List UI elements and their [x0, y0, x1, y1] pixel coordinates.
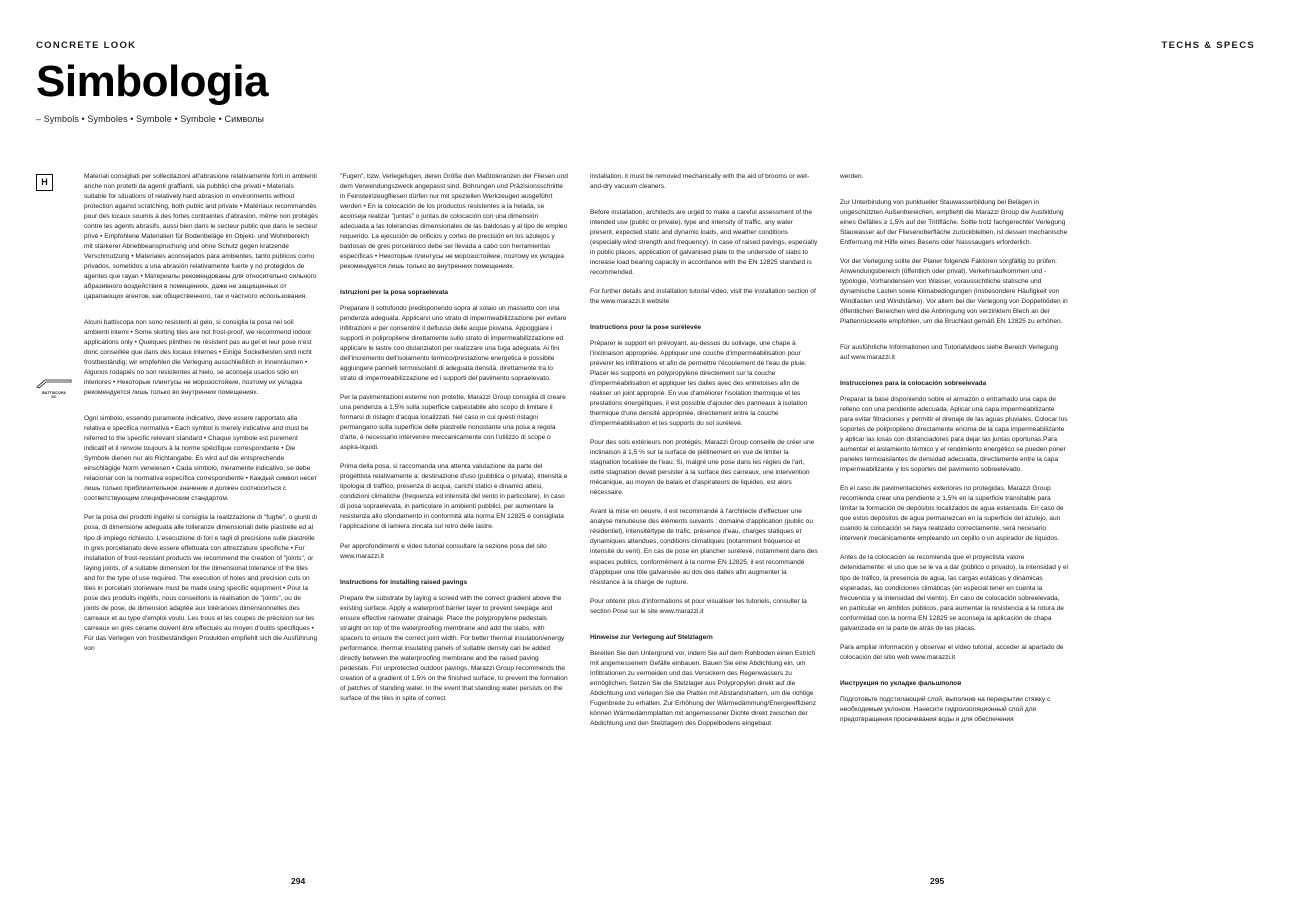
paragraph: werden. — [840, 173, 864, 180]
column-1 — [36, 172, 318, 729]
section-heading: Instrucciones para la colocación sobreelevada — [840, 380, 987, 388]
hardness-icon: H — [36, 174, 53, 191]
section-heading: Instructions for installing raised pavings — [340, 578, 468, 586]
paragraph: En el caso de pavimentaciones exteriores no protegidas, Marazzi Group recomienda crear una pendiente ≥ 1,5% en la superficie transitable para limitar la formación de depósitos localizados de agua estancada. En caso de que estos depósitos de agua permanezcan en la superficie del azulejo, aun cuando la colocación se haya realizado correctamente, será necesario intervenir mecánicamente empleando un cepillo o un aspirador de líquidos. — [840, 485, 1064, 543]
column-1-body — [84, 172, 318, 729]
eyebrow-label: CONCRETE LOOK — [36, 40, 137, 51]
paragraph: Подготовьте подстилающий слой, выполнив на перекрытии стяжку с необходимым уклоном. Нанесите гидроизоляционный слой для предотвращения просачивания воды и для обеспечения — [840, 695, 1051, 723]
paragraph: Prima della posa, si raccomanda una attenta valutazione da parte del progettista relativamente a: destinazione d'uso (pubblica o privata), intensità e tipologia di traffico, presenza di acqua, carichi statici e dinamici attesi, condizioni climatiche (frequenza ed intensità del vento in particolare). In caso di posa sopraelevata, in particolare in ambienti pubblici, per aumentare la resistenza allo sfondamento in conformità alla norma EN 12825 è consigliata l'applicazione di lamiera zincata sul retro delle lastre. — [340, 463, 568, 531]
paragraph: Bereiten Sie den Untergrund vor, indem Sie auf dem Rohboden einen Estrich mit angemessenem Gefälle einbauen. Bauen Sie eine Abdichtung ein, um Infiltrationen zu vermeiden und das Versickern des Regenwassers zu ermöglichen. Setzen Sie die Stelzlager aus Polypropylen direkt auf die Abdichtung und verlegen Sie die Platten mit Abstandshaltern, um die richtige Fugenbreite zu erhalten. Zur Erhöhung der Wärmedämmung/Energieeffizienz können Wärmedämmplatten mit angemessener Dichte direkt zwischen der Abdichtung und den Stelzlagern des Doppelbodens eingebaut — [590, 649, 817, 727]
skirting-icon-caption: BATTISCOPA SC — [42, 391, 66, 400]
paragraph: Antes de la colocación se recomienda que el proyectista valore detenidamente: el uso que se le va a dar (público o privado), la intensidad y el tipo de tráfico, la presencia de agua, las cargas estáticas y dinámicas esperadas, las condiciones climáticas (en especial tener en cuenta la frecuencia y la intensidad del viento). En caso de colocación sobreelevada, en particular en ámbitos públicos, para aumentar la resistencia a la rotura de conformidad con la norma EN 12825 se aconseja la aplicación de chapa galvanizada en la parte de atrás de las placas. — [840, 554, 1068, 632]
paragraph: Ogni simbolo, essendo puramente indicativo, deve essere rapportato alla relativa e specifica normativa • Each symbol is merely indicative and must be referred to the specific relevant standard • Chaque symbole est purement indicatif et il renvoie toujours à la norme spécifique correspondante • Die Symbole dienen nur als Richtangabe. Es wird auf die entsprechende einschlägige Norm verwiesen • Cada símbolo, meramente indicativo, se debe relacionar con la normativa específica correspondiente • Каждый символ несет лишь только приблизительное значение и должен соотноситься с соответствующим специфическим стандартом. — [84, 415, 318, 503]
section-heading: Инструкция по укладке фальшполов — [840, 679, 962, 687]
paragraph: Für ausführliche Informationen und Tutorialvideos siehe Bereich Verlegung auf www.marazzi.it — [840, 344, 1059, 362]
paragraph: installation, it must be removed mechanically with the aid of brooms or wet-and-dry vacuum cleaners. — [590, 173, 810, 191]
page-subtitle: – Symbols • Symboles • Symbole • Symbole • Символы — [36, 114, 265, 125]
paragraph: Per la pavimentazioni esterne non protette, Marazzi Group consiglia di creare una pendenza a 1,5% sulla superficie calpestabile allo scopo di limitare il formarsi di ristagni d'acqua localizzati. Nel caso in cui questi ristagni permangano sulla superficie delle piastrelle nonostante una posa a regola d'arte, è necessario intervenire meccanicamente con l'utilizzo di scope o aspira-liquidi. — [340, 394, 566, 452]
paragraph: Before installation, architects are urged to make a careful assessment of the intended use (public or private), type and intensity of traffic, any water present, expected static and dynamic loads, and weather conditions (especially wind strength and frequency). In case of raised pavings, especially in public places, application of galvanised plate to the underside of slabs to increase load bearing capacity in accordance with the EN 12825 standard is recommended. — [590, 209, 818, 277]
page-header — [36, 40, 1255, 130]
section-heading: Hinweise zur Verlegung auf Stelzlagern — [590, 633, 713, 641]
paragraph: Zur Unterbindung von punktueller Stauwasserbildung bei Belägen in ungeschützten Außenbereichen, empfiehlt die Marazzi Group die Ausbildung eines Gefälles ≥ 1,5% auf der Trittfläche. Sollte trotz fachgerechter Verlegung Stauwasser auf der Fliesenoberfläche zurückbleiben, ist dessen mechanische Entfernung mit Hilfe eines Besens oder Nasssaugers erforderlich. — [840, 199, 1068, 247]
page-number-right: 295 — [930, 876, 945, 886]
paragraph: Per la posa dei prodotti ingelivi si consiglia la realizzazione di "fughe", o giunti di posa, di dimensione adeguata alle tolleranze dimensionali delle piastrelle ed al tipo di impiego richiesto. L'esecuzione di fori e tagli di precisione sulle piastrelle in gres porcellanato deve essere effettuata con attrezzature specifiche • For installation of frost-resistant products we recommend the creation of "joints", or laying joints, of a suitable dimension for the dimensional tolerance of the tiles and for the type of use required. The execution of holes and precision cuts on tiles in porcelain stoneware must be made using specific equipment • Pour la pose des produits ingélifs, nous conseillons la réalisation de "joints", ou de joints de pose, de dimension adaptée aux tolérances dimensionnelles des carreaux et au type d'emploi voulu. Les trous et les coupes de précision sur les carreaux en grès cérame doivent être effectués au moyen d'outils spécifiques • Für das Verlegen von frostbeständigen Produkten empfiehlt sich die Ausführung von — [84, 514, 318, 652]
symbol-gutter — [36, 172, 76, 729]
paragraph: Materiali consigliati per sollecitazioni all'abrasione relativamente forti in ambienti anche non protetti da agenti graffianti, sia pubblici che privati • Materials suitable for situations of relatively hard abrasion in environments without protection against scratching, both public and private • Matériaux recommandés pour des locaux soumis à des fortes contraintes d'abrasion, même non protégés contre les agents abrasifs, aussi bien dans le secteur public que dans le secteur privé • Empfohlene Materialien für Bodenbeläge im Objekt- und Wohnbereich mit stärkerer Abriebbeanspruchung und ohne Schutz gegen kratzende Verschmutzung • Materiales aconsejados para ambientes, tanto públicos como privados, sometidos a una abrasión relativamente fuerte y no protegidos de agentes que rayan • Материалы рекомендованы для относительно сильного абразивного воздействия в помещениях, даже не защищенных от царапающих агентов, как общественного, так и частного использования. — [84, 173, 319, 301]
paragraph: Avant la mise en oeuvre, il est recommandé à l'architecte d'effectuer une analyse minutieuse des éléments suivants : domaine d'application (public ou résidentiel), intensité/type de trafic, présence d'eau, charges statiques et dynamiques attendues, conditions climatiques (notamment fréquence et intensité du vent). En cas de pose en plancher surélevé, notamment dans des espaces publics, conformément à la norme EN 12825, il est recommandé d'appliquer une tôle galvanisée au dos des dalles afin augmenter la résistance à la charge de rupture. — [590, 508, 818, 586]
techs-specs-label: TECHS & SPECS — [1161, 40, 1255, 51]
text-columns — [36, 172, 1255, 729]
paragraph: For further details and installation tutorial video, visit the installation section of the www.marazzi.it website — [590, 288, 816, 306]
section-heading: Instructions pour la pose surélevée — [590, 324, 702, 332]
paragraph: Preparare il sottofondo predisponendo sopra al solaio un massetto con una pendenza adeguata. Applicarvi uno strato di impermeabilizzazione per evitare infiltrazioni e per consentire il deflusso delle acque piovana. Appoggiare i supporti in polipropilene direttamente sullo strato di impermeabilizzazione ed applicare le lastre con distanziatori per realizzare una fuga adeguata. Ai fini dell'incremento dell'isolamento termico/prestazione energetica è possibile aggiungere pannelli termoisolanti di adeguata densità, direttamente tra lo strato di impermeabilizzazione ed i supporti del pavimento sopraelevato. — [340, 305, 567, 383]
paragraph: Vor der Verlegung sollte der Planer folgende Faktoren sorgfältig zu prüfen: Anwendungsbereich (öffentlich oder privat), Verkehrsaufkommen und -typologie, Vorhandensein von Wasser, voraussichtliche statische und dynamische Lasten sowie Klimabedingungen (insbesondere Häufigkeit von Windlasten und Windstärke). Vor allem bei der Verlegung von Doppelböden in öffentlichen Bereichen wird die Anbringung von verzinktem Blech an der Plattenrückseite empfohlen, um die Bruchlast gemäß EN 12825 zu erhöhen. — [840, 258, 1068, 326]
skirting-icon — [36, 377, 72, 400]
paragraph: Pour obtenir plus d'informations et pour visualiser les tutoriels, consulter la section Pose sur le site www.marazzi.it — [590, 597, 807, 615]
paragraph: Alcuni battiscopa non sono resistenti al gelo, si consiglia la posa nei soli ambienti interni • Some skirting tiles are not frost-proof, we recommend indoor applications only • Quelques plinthes ne résistent pas au gel et leur pose n'est donc conseillée que dans des locaux internes • Einige Sockelleisten sind nicht frostbeständig; wir empfehlen die Verlegung ausschließlich in Innenräumen • Algunos rodapiés no son resistentes al hielo, se aconseja usarlos sólo en interiores • Некоторые плинтусы не морозостойкие, поэтому их укладка рекомендуется лишь только во внутренних помещениях. — [84, 319, 312, 397]
page-number-left: 294 — [291, 876, 306, 886]
paragraph: Pour des sols extérieurs non protégés, Marazzi Group conseille de créer une inclinaison à 1,5 % sur la surface de piétinement en vue de limiter la stagnation localisée de l'eau. Si, malgré une pose dans les règles de l'art, cette stagnation devait persister à la surface des carreaux, une intervention mécanique, au moyen de balais et d'aspirateurs de liquides, est alors nécessaire. — [590, 439, 815, 497]
column-3 — [590, 172, 818, 729]
paragraph: "Fugen", bzw. Verlegefugen, deren Größe den Maßtoleranzen der Fliesen und dem Verwendungszweck angepasst sind. Bohrungen und Präzisionsschnitte in Feinsteinzeugfliesen dürfen nur mit speziellen Werkzeugen ausgeführt werden • En la colocación de los productos resistentes a la helada, se aconseja realizar "juntas" o juntas de colocación con una dimensión adecuada a las tolerancias dimensionales de las baldosas y al tipo de empleo requerido. La ejecución de orificios y cortes de precisión en los azulejos y baldosas de gres porcelánico debe ser llevada a cabo con herramientas específicas • Некоторые плинтусы не морозостойкие, поэтому их укладка рекомендуется лишь только во внутренних помещениях. — [340, 173, 568, 271]
section-heading: Istruzioni per la posa sopraelevata — [340, 289, 449, 297]
paragraph: Para ampliar información y observar el vídeo tutorial, acceder al apartado de colocación del sitio web www.marazzi.it — [840, 643, 1064, 661]
paragraph: Per approfondimenti e video tutorial consultare la sezione posa del sito www.marazzi.it — [340, 542, 547, 560]
column-4 — [840, 172, 1068, 729]
paragraph: Preparar la base disponiendo sobre el armazón o entramado una capa de relleno con una pendiente adecuada. Aplicar una capa impermeabilizante para evitar filtraciones y permitir el drenaje de las aguas pluviales. Colocar los soportes de polipropileno directamente encima de la capa impermeabilizante y aplicar las losas con distanciadores para dejar las juntas oportunas.Para aumentar el aislamiento térmico y el rendimiento energético se pueden poner paneles termoaislantes de densidad adecuada, directamente entre la capa impermeabilizante y los soportes del pavimento sobreelevado. — [840, 396, 1068, 474]
page-title: Simbologia — [36, 57, 269, 106]
paragraph: Prepare the substrate by laying a screed with the correct gradient above the existing surface. Apply a waterproof barrier layer to prevent seepage and ensure effective rainwater drainage. Place the polypropylene pedestals straight on top of the waterproofing membrane and add the slabs, with spacers to ensure the correct joint width. For better thermal insulation/energy performance, thermal insulating panels of suitable density can be added directly between the waterproofing membrane and the raised paving pedestals. For unprotected outdoor pavings, Marazzi Group recommends the creation of a gradient of 1.5% on the finished surface, to prevent the formation of patches of standing water. In the event that standing water persists on the surface of the tiles in spite of correct — [340, 594, 568, 702]
paragraph: Préparer le support en prévoyant, au-dessus du solivage, une chape à l'inclinaison appropriée. Appliquer une couche d'imperméabilisation pour prévenir les infiltrations et afin de permettre l'écoulement de l'eau de pluie. Placer les supports en polypropylène directement sur la couche d'imperméabilisation et appliquer les dalles avec des entretoises afin de réaliser un joint approprié. En vue d'améliorer l'isolation thermique et les prestations énergétiques, il est possible d'ajouter des panneaux à isolation thermique d'une densité appropriée, directement entre la couche d'imperméabilisation et les supports du sol surélevé. — [590, 340, 808, 428]
column-2 — [340, 172, 568, 729]
